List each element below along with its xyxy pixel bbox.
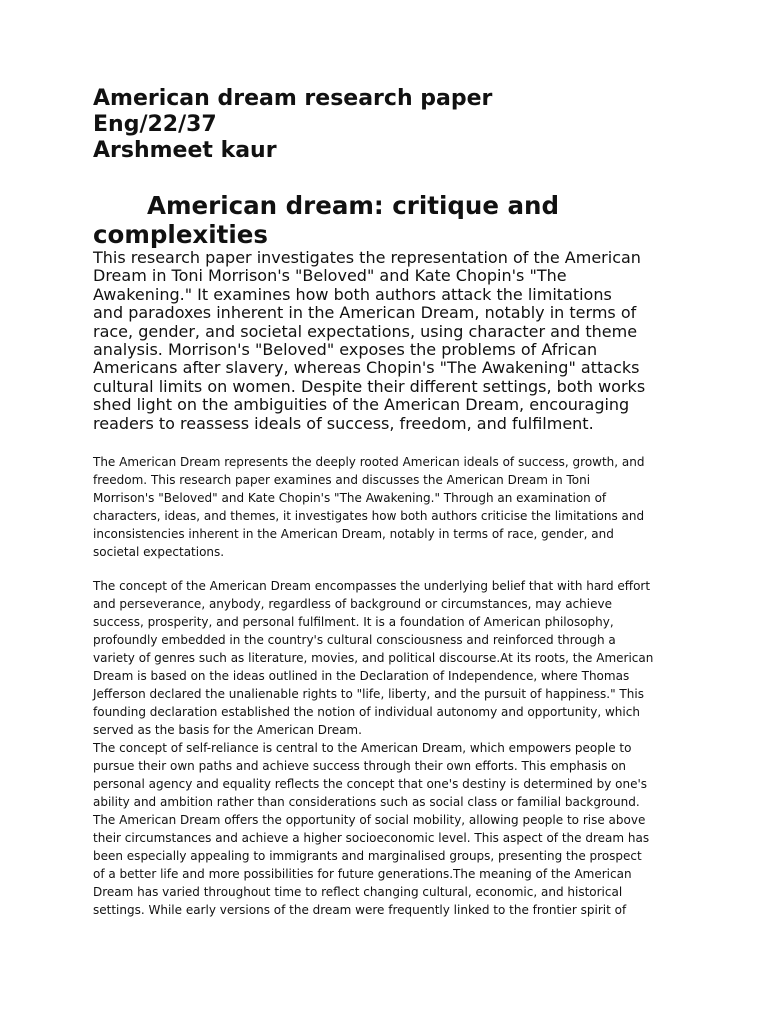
text-line: The concept of self-reliance is central to the American Dream, which empowers people to — [93, 741, 632, 755]
abstract-line: This research paper investigates the representation of the American — [93, 248, 641, 267]
text-line: Jefferson declared the unalienable rights to "life, liberty, and the pursuit of happiness." This — [93, 687, 644, 701]
text-line: success, prosperity, and personal fulfilment. It is a foundation of American philosophy, — [93, 615, 614, 629]
abstract-line: Awakening." It examines how both authors attack the limitations — [93, 284, 612, 304]
abstract-line: cultural limits on women. Despite their different settings, both works — [93, 376, 646, 396]
text-line: profoundly embedded in the country's cultural consciousness and reinforced through a — [93, 633, 616, 647]
abstract-line: shed light on the ambiguities of the American Dream, encouraging — [93, 395, 630, 415]
text-line: variety of genres such as literature, movies, and political discourse.At its roots, the American — [93, 651, 654, 665]
abstract-line: race, gender, and societal expectations, using character and theme — [93, 321, 638, 341]
text-line: Morrison's "Beloved" and Kate Chopin's "The Awakening." Through an examination of — [93, 491, 607, 505]
abstract-line: readers to reassess ideals of success, freedom, and fulfilment. — [93, 413, 594, 433]
body-paragraph — [93, 577, 693, 919]
abstract-line: and paradoxes inherent in the American Dream, notably in terms of — [93, 303, 637, 323]
text-line: The concept of the American Dream encompasses the underlying belief that with hard effort — [93, 579, 651, 593]
section-heading — [93, 191, 693, 249]
document-header — [93, 86, 693, 164]
abstract-line: Americans after slavery, whereas Chopin's "The Awakening" attacks — [93, 358, 640, 378]
author-name: Arshmeet kaur — [93, 138, 277, 163]
text-line: freedom. This research paper examines and discusses the American Dream in Toni — [93, 473, 591, 487]
section-heading-line-2: complexities — [93, 220, 268, 249]
text-line: Dream has varied throughout time to reflect changing cultural, economic, and historical — [93, 885, 623, 899]
text-line: and perseverance, anybody, regardless of background or circumstances, may achieve — [93, 597, 612, 611]
text-line: pursue their own paths and achieve success through their own efforts. This emphasis on — [93, 759, 627, 773]
text-line: of a better life and more possibilities for future generations.The meaning of the American — [93, 867, 632, 881]
text-line: personal agency and equality reflects the concept that one's destiny is determined by one's — [93, 777, 648, 791]
text-line: founding declaration established the notion of individual autonomy and opportunity, which — [93, 705, 640, 719]
paper-title: American dream research paper — [93, 86, 493, 111]
course-code: Eng/22/37 — [93, 112, 217, 137]
text-line: ability and ambition rather than considerations such as social class or familial background. — [93, 795, 640, 809]
text-line: served as the basis for the American Dream. — [93, 723, 362, 737]
text-line: settings. While early versions of the dream were frequently linked to the frontier spirit of — [93, 903, 627, 917]
text-line: inconsistencies inherent in the American Dream, notably in terms of race, gender, and — [93, 527, 614, 541]
text-line: been especially appealing to immigrants and marginalised groups, presenting the prospect — [93, 849, 642, 863]
section-heading-line-1: American dream: critique and — [147, 191, 559, 220]
text-line: The American Dream represents the deeply rooted American ideals of success, growth, and — [93, 455, 645, 469]
abstract-paragraph — [93, 249, 693, 433]
intro-paragraph — [93, 453, 693, 561]
text-line: Dream is based on the ideas outlined in the Declaration of Independence, where Thomas — [93, 669, 630, 683]
abstract-line: analysis. Morrison's "Beloved" exposes the problems of African — [93, 340, 598, 360]
text-line: societal expectations. — [93, 545, 225, 559]
text-line: their circumstances and achieve a higher socioeconomic level. This aspect of the dream has — [93, 831, 650, 845]
text-line: The American Dream offers the opportunity of social mobility, allowing people to rise above — [93, 813, 646, 827]
abstract-line: Dream in Toni Morrison's "Beloved" and Kate Chopin's "The — [93, 266, 567, 286]
text-line: characters, ideas, and themes, it investigates how both authors criticise the limitations and — [93, 509, 645, 523]
